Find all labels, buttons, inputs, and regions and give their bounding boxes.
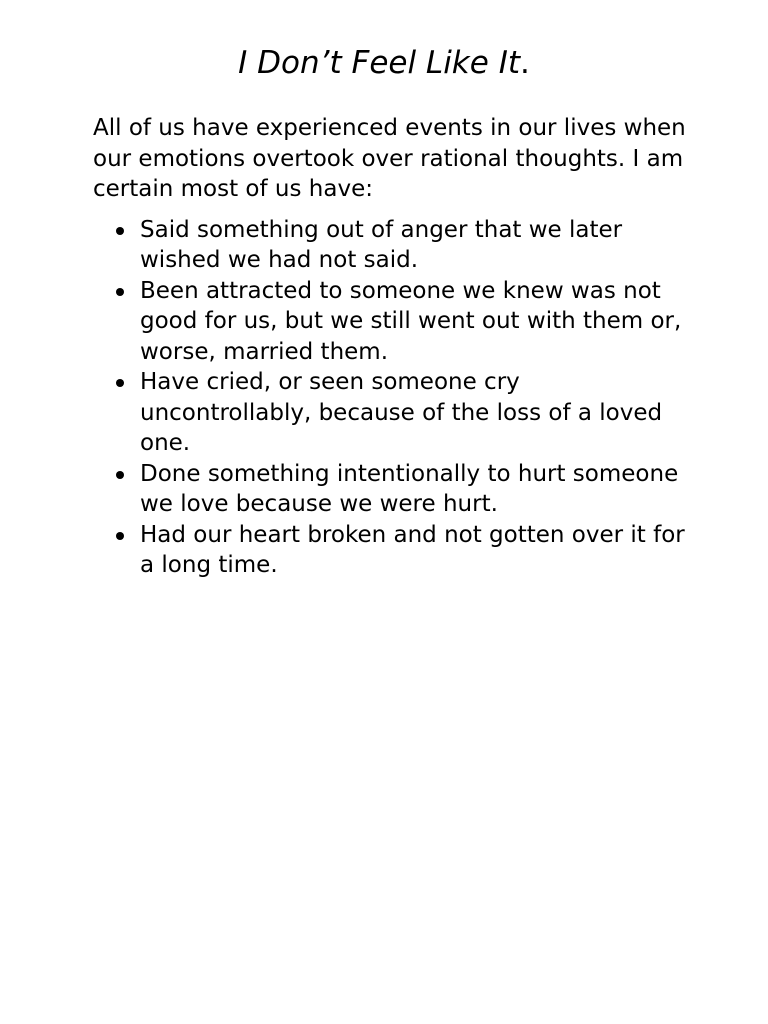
bullet-icon [116,227,124,235]
list-item [93,215,693,276]
bullet-icon [116,379,124,387]
list-item [93,367,693,459]
intro-paragraph: All of us have experienced events in our lives when our emotions overtook over rational thoughts. I am certain most of us have: [93,115,686,202]
list-item [93,276,693,368]
bullet-icon [116,532,124,540]
list-item [93,520,693,581]
list-item-text: Have cried, or seen someone cry uncontrollably, because of the loss of a loved one. [140,369,663,456]
list-item-text: Been attracted to someone we knew was not good for us, but we still went out with them or, worse, married them. [140,277,682,365]
list-item [93,459,693,520]
title-text: I Don’t Feel Like It [238,45,520,81]
document-body [93,113,693,581]
page-title [0,44,768,82]
list-item-text: Said something out of anger that we later wished we had not said. [140,216,623,273]
title-period: . [520,45,530,81]
bullet-list [93,215,693,581]
bullet-icon [116,471,124,479]
list-item-text: Had our heart broken and not gotten over it for a long time. [140,521,685,578]
bullet-icon [116,288,124,296]
list-item-text: Done something intentionally to hurt someone we love because we were hurt. [140,460,679,517]
